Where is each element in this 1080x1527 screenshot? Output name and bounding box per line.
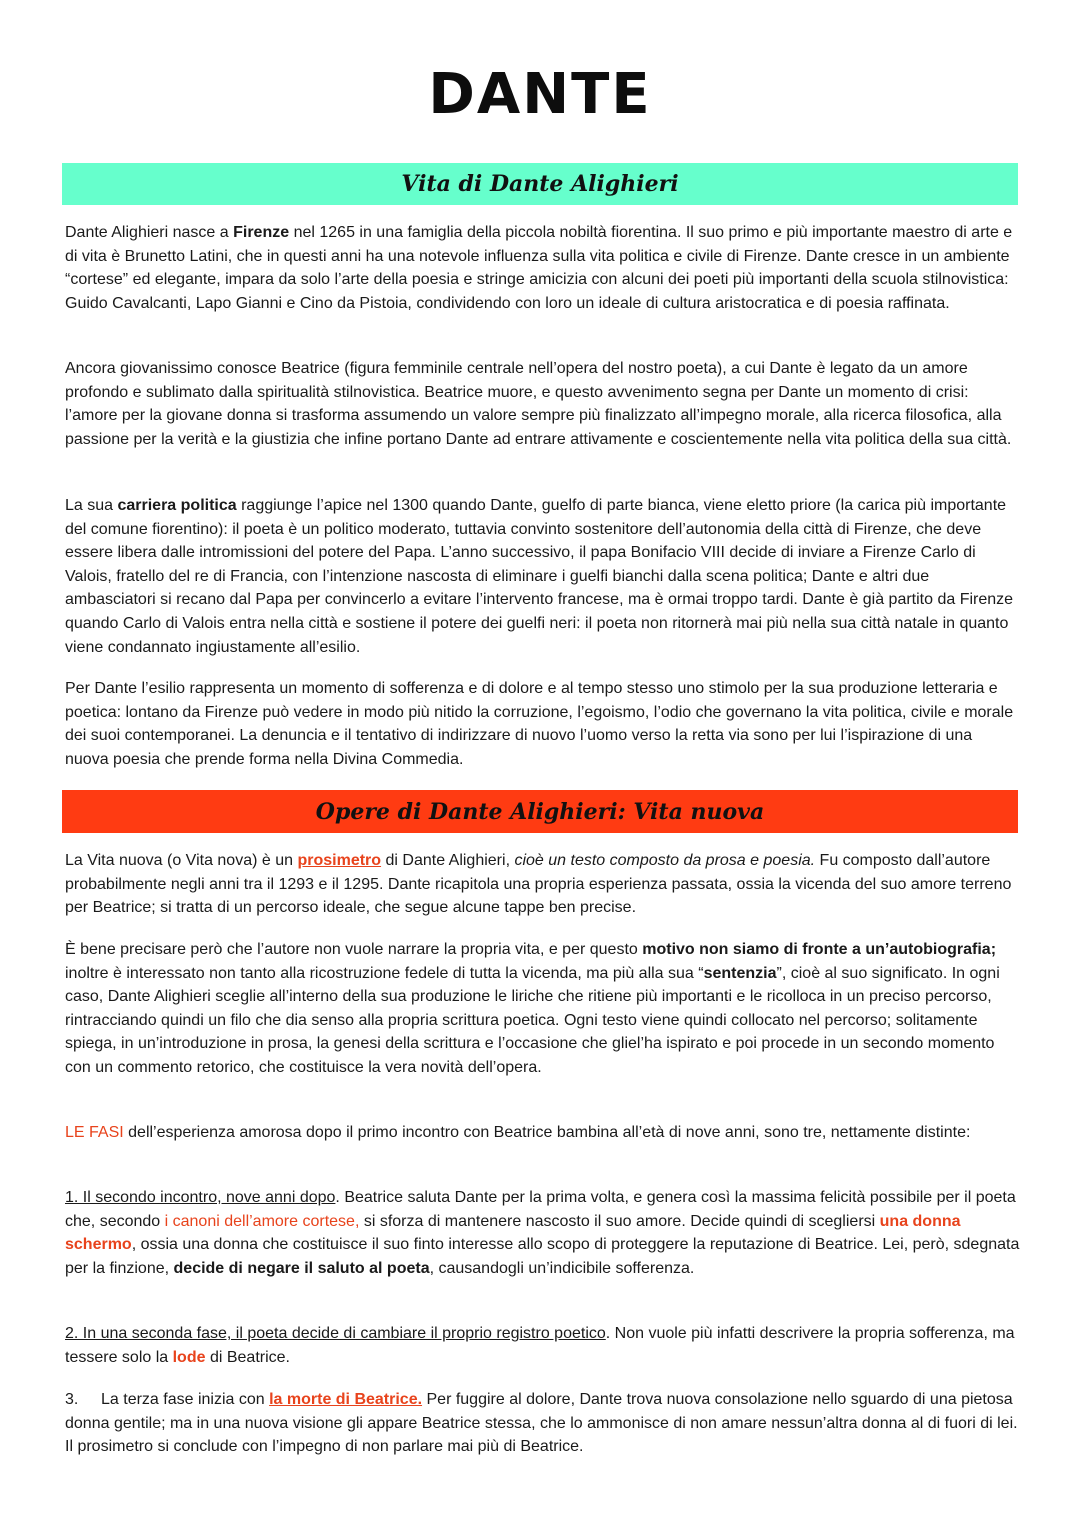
section-heading-vita <box>62 163 1018 205</box>
paragraph-vita-3: La sua carriera politica raggiunge l’apice nel 1300 quando Dante, guelfo di parte bianca, viene eletto priore (la carica più importante del comune fiorentino): il poeta è un politico moderato, tuttavia convinto sostenitore dell’autonomia della città di Firenze, che deve essere libera dalle intromissioni del potere del Papa. L’anno successivo, il papa Bonifacio VIII decide di inviare a Firenze Carlo di Valois, fratello del re di Francia, con l’intenzione nascosta di eliminare i guelfi bianchi dalla scena politica; Dante e altri due ambasciatori si recano dal Papa per convincerlo a evitare l’intervento francese, ma è ormai troppo tardi. Dante è già partito da Firenze quando Carlo di Valois entra nella città e sostiene il potere dei guelfi neri: il poeta non ritornerà mai più nella sua città natale in quanto viene condannato ingiustamente all’esilio. <box>65 497 1014 656</box>
paragraph-vita-2: Ancora giovanissimo conosce Beatrice (figura femminile centrale nell’opera del nostro poeta), a cui Dante è legato da un amore profondo e sublimato dalla spiritualità stilnovistica. Beatrice muore, e questo avvenimento segna per Dante un momento di crisi: l’amore per la giovane donna si trasforma assumendo un valore sempre più finalizzato all’impegno morale, alla ricerca filosofica, alla passione per la verità e la giustizia che infine portano Dante ad entrare attivamente e coscientemente nella vita politica della sua città. <box>65 360 1012 448</box>
paragraph-fasi-intro: LE FASI dell’esperienza amorosa dopo il primo incontro con Beatrice bambina all’età di nove anni, sono tre, nettamente distinte: <box>65 1124 971 1141</box>
section-heading-opere-text: Opere di Dante Alighieri: Vita nuova <box>315 798 765 825</box>
prosimetro-link[interactable]: prosimetro <box>297 852 382 869</box>
fase-1: 1. Il secondo incontro, nove anni dopo. Beatrice saluta Dante per la prima volta, e genera così la massima felicità possibile per il poeta che, secondo i canoni dell’amore cortese, si sforza di mantenere nascosto il suo amore. Decide quindi di scegliersi una donna schermo, ossia una donna che costituisce il suo finto interesse allo scopo di proteggere la reputazione di Beatrice. Lei, però, sdegnata per la finzione, decide di negare il saluto al poeta, causandogli un’indicibile sofferenza. <box>65 1189 1020 1277</box>
fase-3: 3. La terza fase inizia con la morte di Beatrice. Per fuggire al dolore, Dante trova nuova consolazione nello sguardo di una pietosa donna gentile; ma in una nuova visione gli appare Beatrice stessa, che lo ammonisce di non amare nessun’altra donna al di fuori di lei. Il prosimetro si conclude con l’impegno di non parlare mai più di Beatrice. <box>65 1391 1018 1456</box>
le-fasi-label: LE FASI <box>65 1124 124 1141</box>
section-heading-vita-text: Vita di Dante Alighieri <box>401 171 679 197</box>
fase-2: 2. In una seconda fase, il poeta decide di cambiare il proprio registro poetico. Non vuole più infatti descrivere la propria sofferenza, ma tessere solo la lode di Beatrice. <box>65 1325 1015 1366</box>
paragraph-opere-1: La Vita nuova (o Vita nova) è un prosimetro di Dante Alighieri, cioè un testo composto da prosa e poesia. Fu composto dall’autore probabilmente negli anni tra il 1293 e il 1295. Dante ricapitola una propria esperienza passata, ossia la vicenda del suo amore terreno per Beatrice; si tratta di un percorso ideale, che segue alcune tappe ben precise. <box>65 852 1012 917</box>
paragraph-opere-2: È bene precisare però che l’autore non vuole narrare la propria vita, e per questo motivo non siamo di fronte a un’autobiografia; inoltre è interessato non tanto alla ricostruzione fedele di tutta la vicenda, ma più alla sua “sentenzia”, cioè al suo significato. In ogni caso, Dante Alighieri sceglie all’interno della sua produzione le liriche che ritiene più importanti e le ricolloca in un preciso percorso, rintracciando quindi un filo che dia senso alla propria scrittura poetica. Ogni testo viene quindi collocato nel percorso; solitamente spiega, in un’introduzione in prosa, la genesi della scrittura e l’occasione che gliel’ha ispirato e poi procede in un secondo momento con un commento retorico, che costituisce la vera novità dell’opera. <box>65 941 1000 1076</box>
paragraph-vita-1: Dante Alighieri nasce a Firenze nel 1265 in una famiglia della piccola nobiltà fiorentina. Il suo primo e più importante maestro di arte e di vita è Brunetto Latini, che in questi anni ha una notevole influenza sulla vita politica e civile di Firenze. Dante cresce in un ambiente “cortese” ed elegante, impara da solo l’arte della poesia e stringe amicizia con alcuni dei poeti più importanti della scuola stilnovistica: Guido Cavalcanti, Lapo Gianni e Cino da Pistoia, condividendo con loro un ideale di cultura aristocratica e di poesia raffinata. <box>65 224 1013 312</box>
section-heading-opere <box>62 790 1018 833</box>
paragraph-vita-4: Per Dante l’esilio rappresenta un momento di sofferenza e di dolore e al tempo stesso uno stimolo per la sua produzione letteraria e poetica: lontano da Firenze può vedere in modo più nitido la corruzione, l’egoismo, l’odio che governano la vita politica, civile e morale dei suoi contemporanei. La denuncia e il tentativo di indirizzare di nuovo l’uomo verso la retta via sono per lui l’ispirazione di una nuova poesia che prende forma nella Divina Commedia. <box>65 680 1014 768</box>
page-title: DANTE <box>428 62 652 127</box>
morte-beatrice-link[interactable]: la morte di Beatrice. <box>269 1391 423 1408</box>
